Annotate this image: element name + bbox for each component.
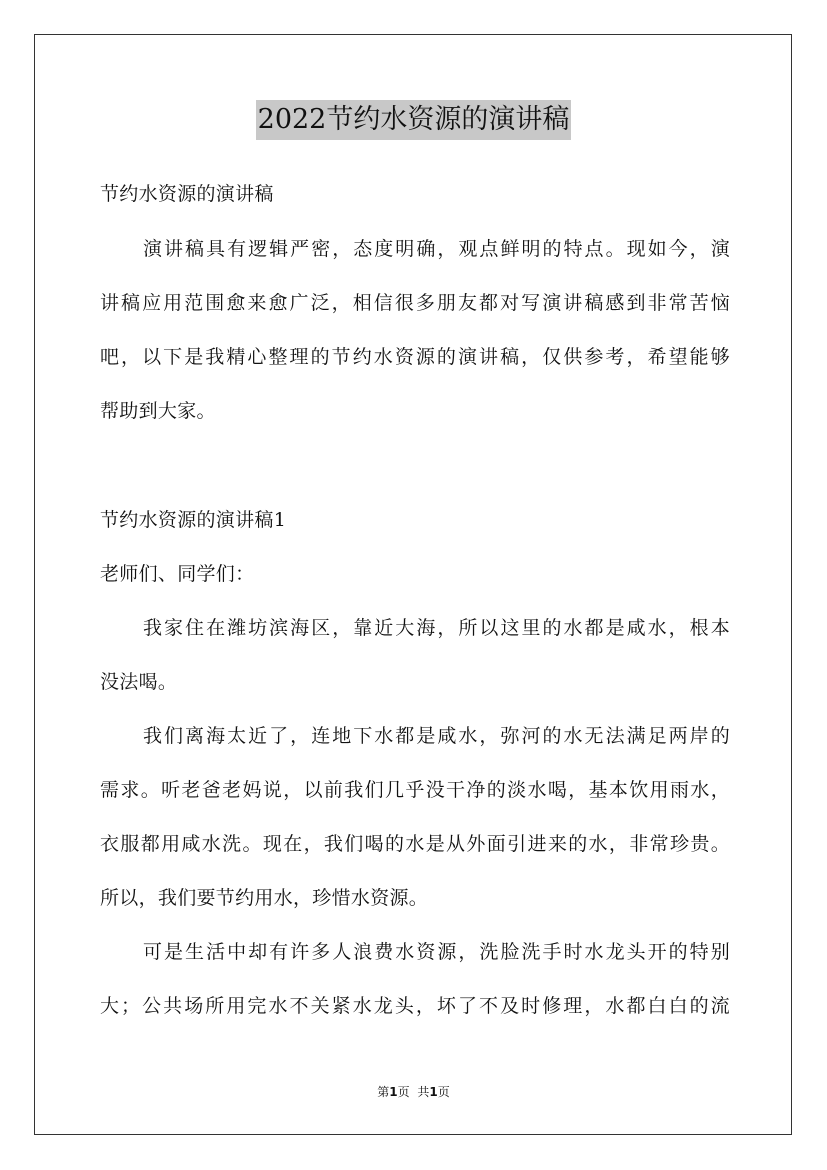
total-label-prefix: 共: [417, 1085, 430, 1099]
total-pages: 1: [429, 1085, 438, 1099]
paragraph-line: 可是生活中却有许多人浪费水资源，洗脸洗手时水龙头开的特别: [143, 941, 730, 963]
section-heading: 节约水资源的演讲稿: [100, 183, 274, 205]
salutation: 老师们、同学们：: [100, 563, 255, 585]
paragraph-line: 我们离海太近了，连地下水都是咸水，弥河的水无法满足两岸的: [143, 725, 730, 747]
paragraph-line: 大；公共场所用完水不关紧水龙头，坏了不及时修理，水都白白的流: [100, 995, 730, 1017]
paragraph-line: 所以，我们要节约用水，珍惜水资源。: [100, 887, 429, 909]
section-heading: 节约水资源的演讲稿1: [100, 509, 287, 531]
page-label-suffix: 页: [397, 1085, 410, 1099]
paragraph-line: 讲稿应用范围愈来愈广泛，相信很多朋友都对写演讲稿感到非常苦恼: [100, 292, 730, 314]
total-label-suffix: 页: [437, 1085, 450, 1099]
paragraph-line: 我家住在潍坊滨海区，靠近大海，所以这里的水都是咸水，根本: [143, 617, 730, 639]
title-container: [0, 100, 827, 140]
paragraph-line: 帮助到大家。: [100, 400, 216, 422]
document-title: 2022节约水资源的演讲稿: [256, 100, 572, 140]
paragraph-line: 演讲稿具有逻辑严密，态度明确，观点鲜明的特点。现如今，演: [143, 238, 730, 260]
paragraph-line: 需求。听老爸老妈说，以前我们几乎没干净的淡水喝，基本饮用雨水，: [100, 779, 730, 801]
page-footer: [0, 1084, 827, 1100]
paragraph-line: 没法喝。: [100, 671, 178, 693]
page-label-prefix: 第: [377, 1085, 390, 1099]
page-number: 1: [389, 1085, 398, 1099]
paragraph-line: 衣服都用咸水洗。现在，我们喝的水是从外面引进来的水，非常珍贵。: [100, 833, 730, 855]
paragraph-line: 吧，以下是我精心整理的节约水资源的演讲稿，仅供参考，希望能够: [100, 346, 730, 368]
